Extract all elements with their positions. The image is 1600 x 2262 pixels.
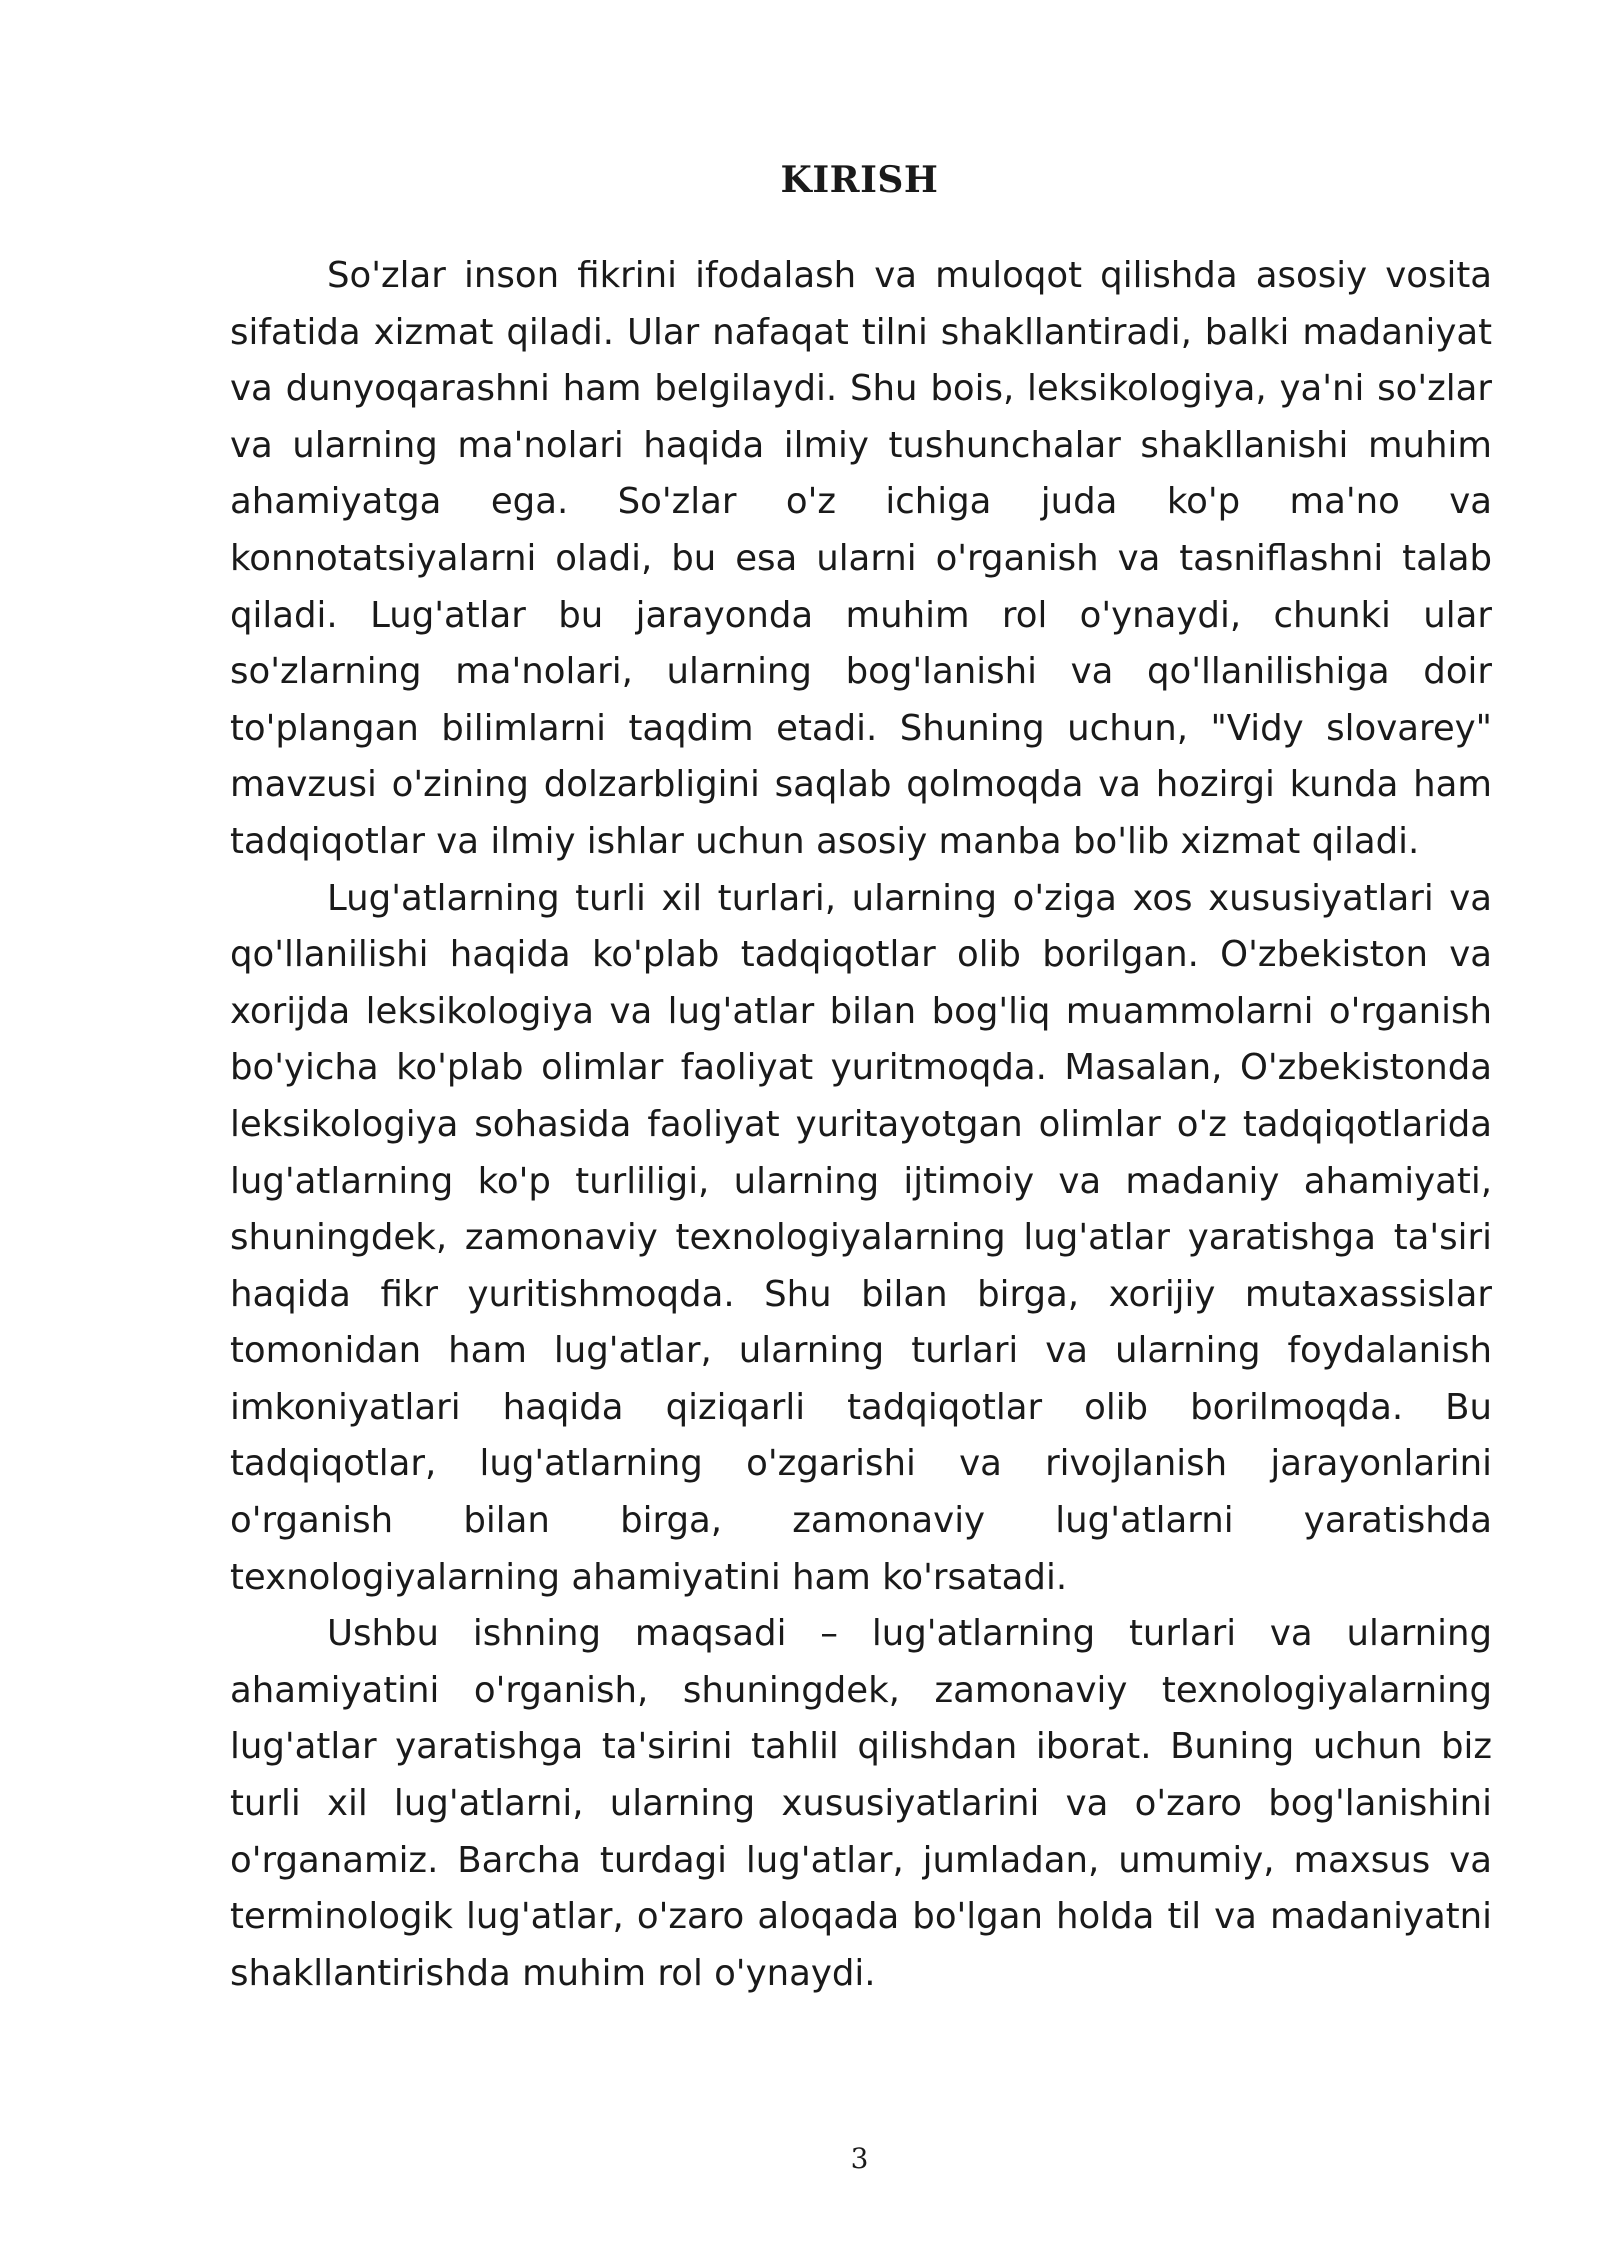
section-title: KIRISH [780,159,939,201]
paragraph-1: So'zlar inson fikrini ifodalash va muloqot qilishda asosiy vosita sifatida xizmat qiladi. Ular nafaqat tilni shakllantiradi, balki madaniyat va dunyoqarashni ham belgilaydi. Shu bois, leksikologiya, ya'ni so'zlar va ularning ma'nolari haqida ilmiy tushunchalar shakllanishi muhim ahamiyatga ega. So'zlar o'z ichiga juda ko'p ma'no va konnotatsiyalarni oladi, bu esa ularni o'rganish va tasniflashni talab qiladi. Lug'atlar bu jarayonda muhim rol o'ynaydi, chunki ular so'zlarning ma'nolari, ularning bog'lanishi va qo'llanilishiga doir to'plangan bilimlarni taqdim etadi. Shuning uchun, "Vidy slovarey" mavzusi o'zining dolzarbligini saqlab qolmoqda va hozirgi kunda ham tadqiqotlar va ilmiy ishlar uchun asosiy manba bo'lib xizmat qiladi. [230,255,1492,862]
body-text [230,248,1492,2002]
paragraph-3: Ushbu ishning maqsadi – lug'atlarning turlari va ularning ahamiyatini o'rganish, shuningdek, zamonaviy texnologiyalarning lug'atlar yaratishga ta'sirini tahlil qilishdan iborat. Buning uchun biz turli xil lug'atlarni, ularning xususiyatlarini va o'zaro bog'lanishini o'rganamiz. Barcha turdagi lug'atlar, jumladan, umumiy, maxsus va terminologik lug'atlar, o'zaro aloqada bo'lgan holda til va madaniyatni shakllantirishda muhim rol o'ynaydi. [230,1613,1492,1994]
page-number: 3 [850,2142,869,2175]
paragraph-2: Lug'atlarning turli xil turlari, ularning o'ziga xos xususiyatlari va qo'llanilishi haqida ko'plab tadqiqotlar olib borilgan. O'zbekiston va xorijda leksikologiya va lug'atlar bilan bog'liq muammolarni o'rganish bo'yicha ko'plab olimlar faoliyat yuritmoqda. Masalan, O'zbekistonda leksikologiya sohasida faoliyat yuritayotgan olimlar o'z tadqiqotlarida lug'atlarning ko'p turliligi, ularning ijtimoiy va madaniy ahamiyati, shuningdek, zamonaviy texnologiyalarning lug'atlar yaratishga ta'siri haqida fikr yuritishmoqda. Shu bilan birga, xorijiy mutaxassislar tomonidan ham lug'atlar, ularning turlari va ularning foydalanish imkoniyatlari haqida qiziqarli tadqiqotlar olib borilmoqda. Bu tadqiqotlar, lug'atlarning o'zgarishi va rivojlanish jarayonlarini o'rganish bilan birga, zamonaviy lug'atlarni yaratishda texnologiyalarning ahamiyatini ham ko'rsatadi. [230,877,1492,1598]
